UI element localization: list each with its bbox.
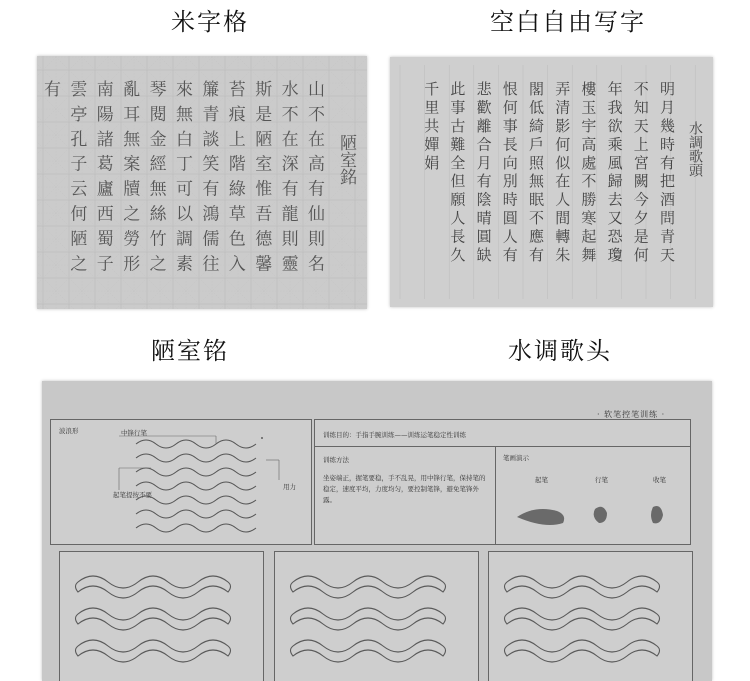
wave-demo-note-top: 中锋行笔 [121, 429, 147, 437]
blank-paper-sheet [390, 57, 713, 307]
wave-demo-note-left: 起笔提按不要 [113, 491, 152, 499]
shui-diao-title: 水調歌頭 [687, 121, 703, 177]
wave-practice-strokes-1 [60, 552, 263, 681]
training-purpose-box [314, 419, 691, 545]
lou-shi-ming-column: 水不在深有龍則靈 [277, 80, 298, 280]
lou-shi-ming-column: 有 [40, 80, 60, 105]
wave-demo-note-right: 用力 [283, 483, 296, 491]
practice-header: · 软笔控笔训练 · [597, 410, 666, 419]
wave-practice-strokes-2 [275, 552, 478, 681]
shui-diao-column: 閣低綺戶照無眠不應有 [527, 81, 545, 265]
caption-blank-free-writing: 空白自由写字 [490, 8, 646, 36]
wave-practice-box-3 [488, 551, 693, 681]
training-method-label: 训练方法 [323, 456, 349, 464]
mizige-paper-sheet [37, 56, 367, 309]
wave-demo-label: 波浪形 [59, 427, 79, 435]
shui-diao-column: 恨何事長向別時圓人有 [500, 81, 519, 265]
lou-shi-ming-column: 琴閱金經無絲竹之 [145, 80, 166, 280]
caption-mizige: 米字格 [171, 8, 249, 36]
lou-shi-ming-column: 南陽諸葛廬西蜀子 [92, 80, 113, 280]
stroke-demo-label-start: 起笔 [535, 476, 548, 484]
wave-demo-box [50, 419, 312, 545]
wave-demo-strokes [51, 420, 311, 544]
caption-shui-diao-ge-tou: 水调歌头 [508, 337, 612, 365]
shui-diao-column: 明月幾時有把酒問青天 [658, 81, 676, 265]
shui-diao-column: 樓玉宇高處不勝寒起舞 [579, 81, 598, 265]
shui-diao-column: 年我欲乘風歸去又恐瓊 [605, 81, 624, 265]
shui-diao-column: 千里共嬋娟 [422, 81, 441, 173]
training-method-text: 坐姿端正，握笔要稳，手不乱晃，用中锋行笔，保持笔的稳定，速度平均，力度均匀，要控制笔锋，避免笔锋外露。 [323, 474, 486, 504]
shui-diao-column: 悲歡離合月有陰晴圓缺 [474, 81, 493, 265]
wave-practice-box-2 [274, 551, 479, 681]
shui-diao-column: 不知天上宮闕今夕是何 [631, 81, 650, 265]
training-method-cell [315, 446, 496, 545]
training-purpose-title: 训练目的：手指手腕训练——训练运笔稳定性训练 [323, 431, 466, 439]
lou-shi-ming-column: 雲亭孔子云何陋之 [66, 80, 87, 280]
wave-practice-box-1 [59, 551, 264, 681]
brush-control-practice-sheet [42, 381, 712, 681]
shui-diao-column: 此事古難全但願人長久 [448, 81, 467, 265]
shui-diao-column: 弄清影何似在人間轉朱 [553, 81, 572, 265]
stroke-demo-shapes [495, 447, 690, 545]
lou-shi-ming-column: 苔痕上階綠草色入 [224, 80, 245, 280]
stroke-demo-cell [495, 446, 690, 545]
stroke-demo-label-move: 行笔 [595, 476, 608, 484]
lou-shi-ming-column: 斯是陋室惟吾德馨 [251, 80, 272, 280]
lou-shi-ming-column: 來無白丁可以調素 [172, 80, 192, 280]
lou-shi-ming-column: 簾青談笑有鴻儒往 [198, 80, 219, 280]
lou-shi-ming-column: 山不在高有仙則名 [304, 80, 324, 280]
caption-lou-shi-ming: 陋室铭 [151, 337, 229, 365]
lou-shi-ming-column: 亂耳無案牘之勞形 [119, 80, 140, 280]
wave-practice-strokes-3 [489, 552, 692, 681]
stroke-demo-title: 笔画演示 [503, 454, 529, 462]
lou-shi-ming-title: 陋室銘 [336, 134, 356, 185]
stroke-demo-label-end: 收笔 [653, 476, 666, 484]
